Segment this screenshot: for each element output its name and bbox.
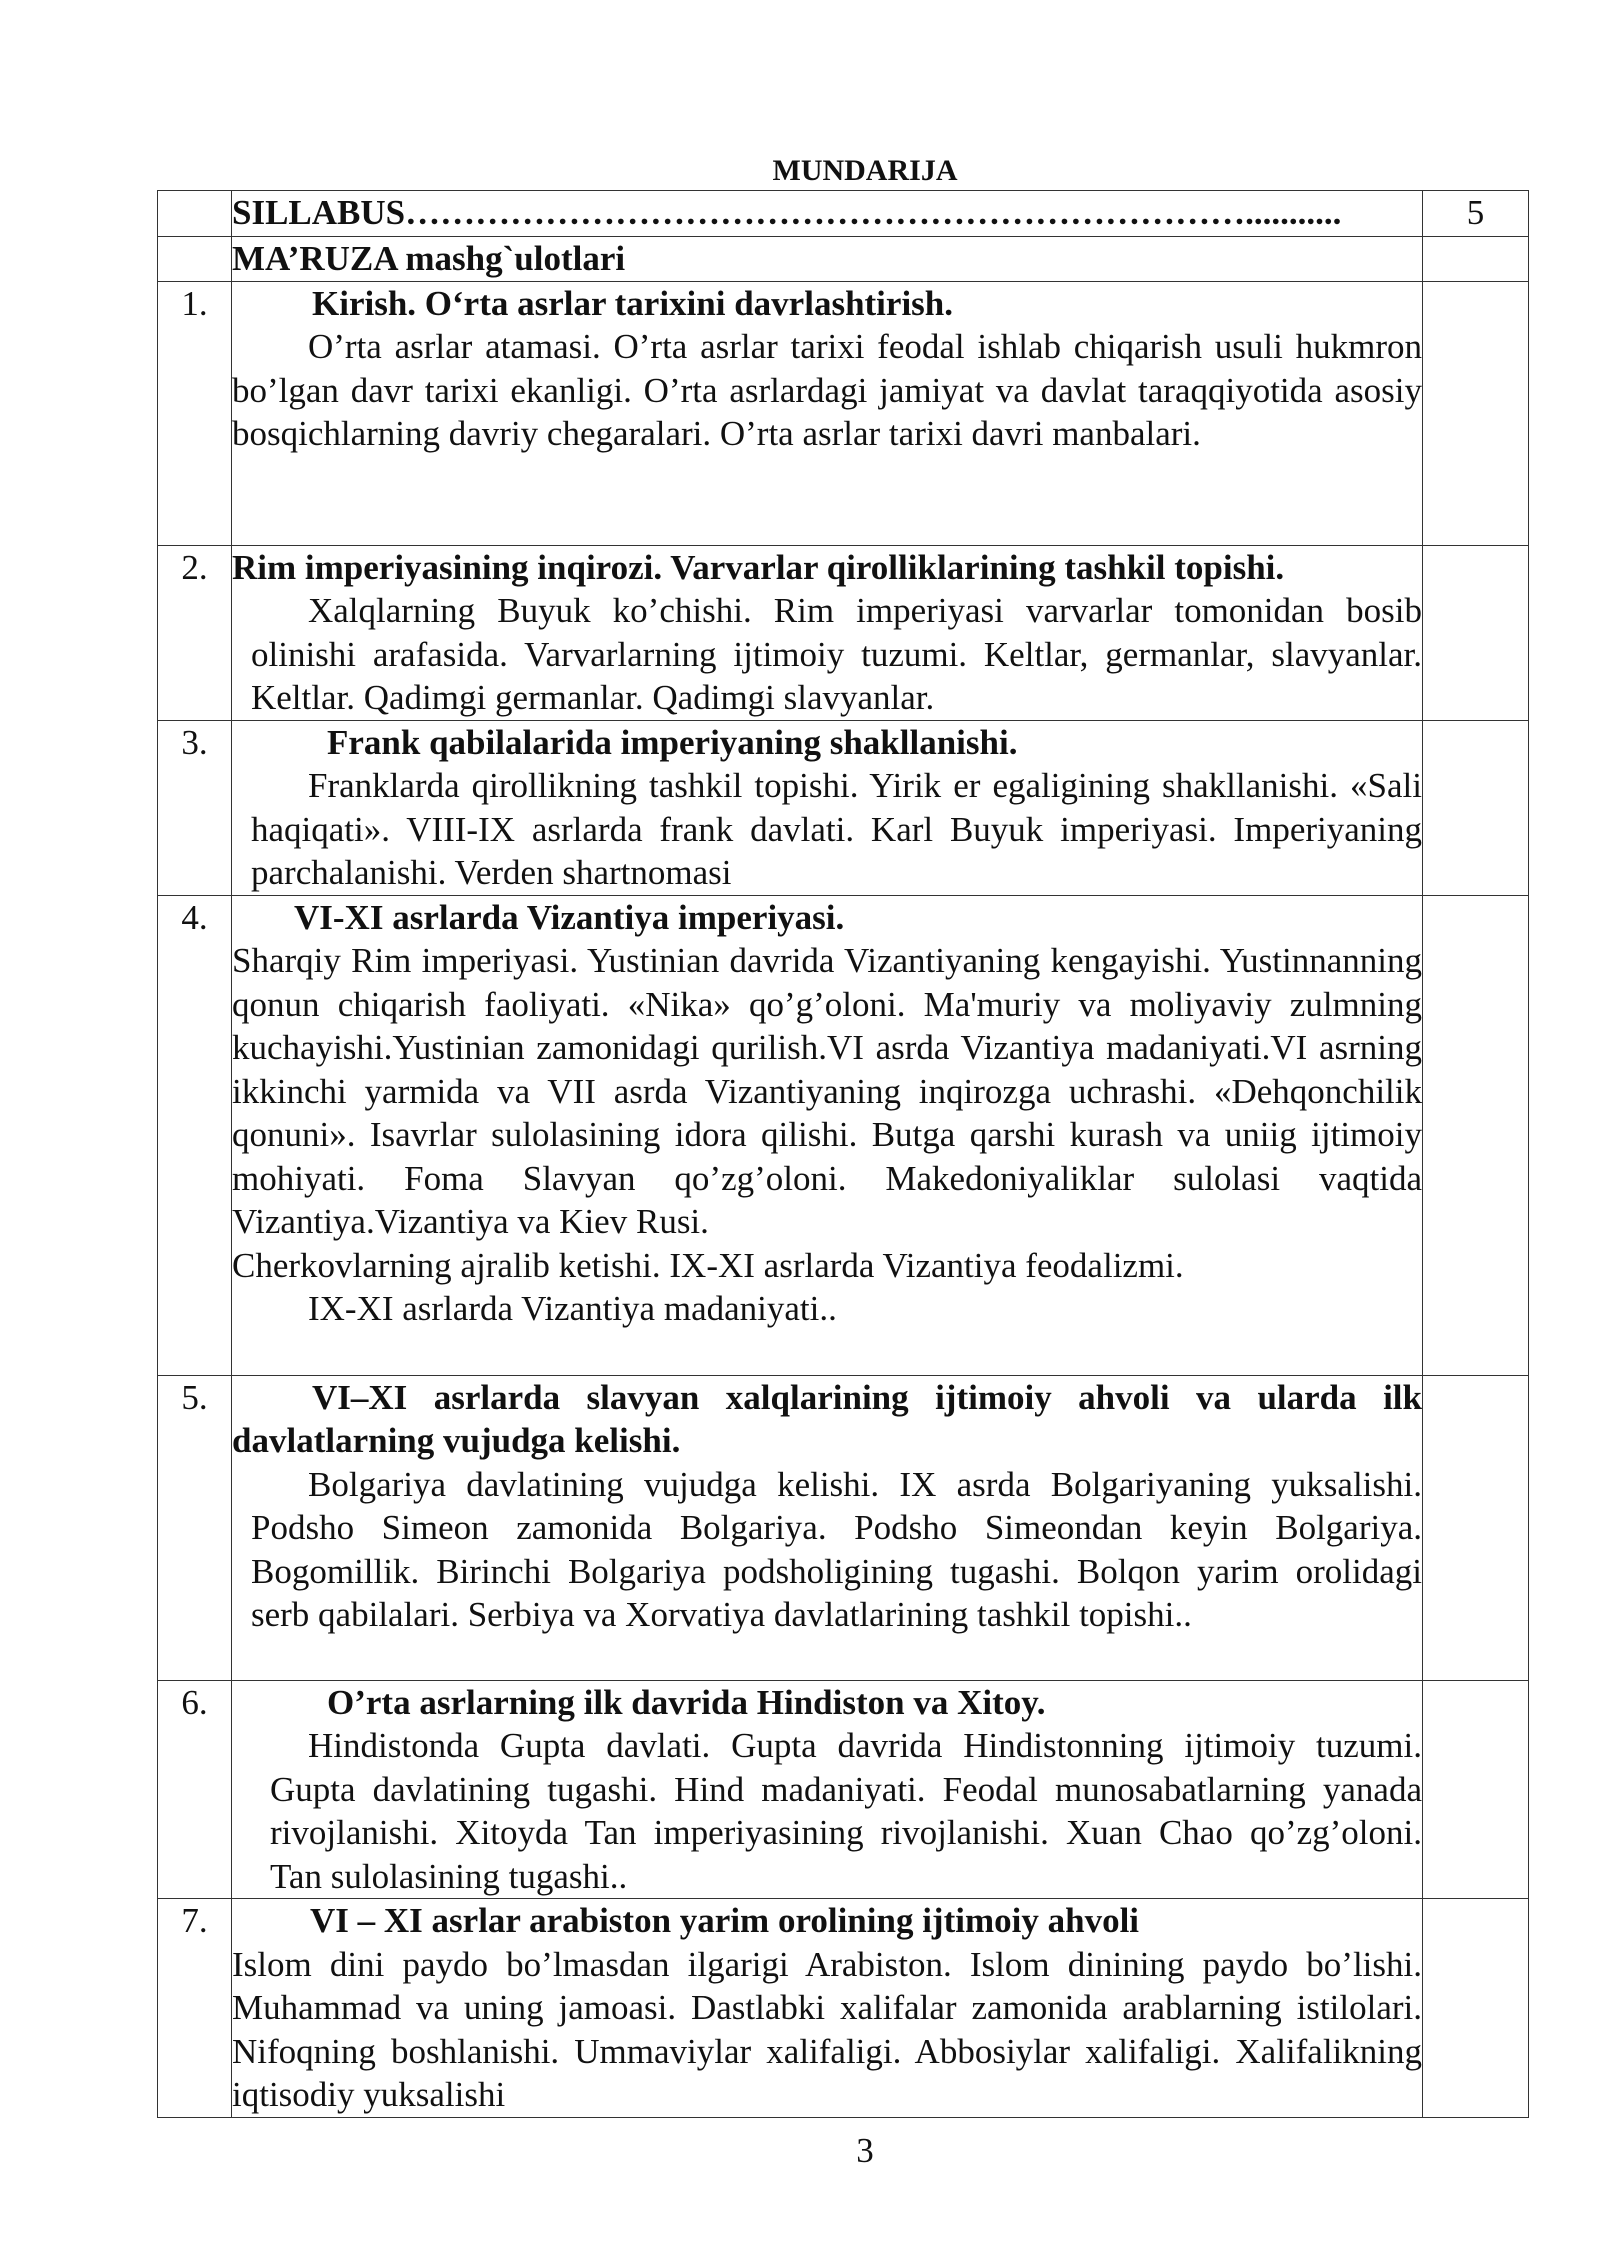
- toc-item-description-text: Franklarda qirollikning tashkil topishi. Yirik er egaligining shakllanishi. «Sali haqiqati». VIII-IX asrlarda frank davlati. Karl Buyuk imperiyasi. Imperiyaning parchalanishi. Verden shartnomasi: [251, 766, 1422, 892]
- toc-item-content: [232, 720, 1423, 895]
- toc-item-description-extra: IX-XI asrlarda Vizantiya madaniyati..: [308, 1289, 837, 1328]
- toc-item-title[interactable]: VI – XI asrlar arabiston yarim orolining ijtimoiy ahvoli: [310, 1901, 1140, 1940]
- toc-row-1: [158, 281, 1529, 545]
- toc-item-description-text: Bolgariya davlatining vujudga kelishi. IX asrda Bolgariyaning yuksalishi. Podsho Simeon zamonida Bolgariya. Podsho Simeondan keyin Bolgariya. Bogomillik. Birinchi Bolgariya podsholigining tugashi. Bolqon yarim orolidagi serb qabilalari. Serbiya va Xorvatiya davlatlarining tashkil topishi..: [251, 1464, 1422, 1634]
- toc-item-content: [232, 545, 1423, 720]
- toc-item-title[interactable]: O’rta asrlarning ilk davrida Hindiston va Xitoy.: [327, 1682, 1046, 1722]
- toc-row-5: [158, 1375, 1529, 1680]
- toc-page-number: 5: [1423, 191, 1529, 237]
- toc-item-description: [232, 325, 1422, 456]
- toc-page-number: [1423, 1899, 1529, 2118]
- toc-item-title[interactable]: Frank qabilalarida imperiyaning shakllanishi.: [327, 722, 1018, 762]
- toc-item-title[interactable]: [232, 1376, 1422, 1463]
- toc-section-heading: MA’RUZA mashg`ulotlari: [232, 237, 1423, 282]
- toc-page-number: [1423, 281, 1529, 545]
- toc-page-number: [1423, 1375, 1529, 1680]
- toc-item-number: 4.: [158, 895, 232, 1375]
- toc-row-6: [158, 1680, 1529, 1899]
- toc-item-title[interactable]: Kirish. O‘rta asrlar tarixini davrlashtirish.: [312, 283, 954, 323]
- toc-page-number: [1423, 237, 1529, 282]
- toc-item-number: 2.: [158, 545, 232, 720]
- toc-item-title-text: VI–XI asrlarda slavyan xalqlarining ijtimoiy ahvoli va ularda ilk davlatlarning vujudga kelishi.: [232, 1377, 1422, 1460]
- toc-item-description: Sharqiy Rim imperiyasi. Yustinian davrida Vizantiyaning kengayishi. Yustinnanning qonun chiqarish faoliyati. «Nika» qo’g’oloni. Ma'muriy va moliyaviy zulmning kuchayishi.Yustinian zamonidagi qurilish.VI asrda Vizantiya madaniyati.VI asrning ikkinchi yarmida va VII asrda Vizantiyaning inqirozga uchrashi. «Dehqonchilik qonuni». Isavrlar sulolasining idora qilishi. Butga qarshi kurash va uniig ijtimoiy mohiyati. Foma Slavyan qo’zg’oloni. Makedoniyaliklar sulolasi vaqtida Vizantiya.Vizantiya va Kiev Rusi.: [232, 941, 1422, 1241]
- table-of-contents: [157, 190, 1529, 2118]
- toc-row-7: [158, 1899, 1529, 2118]
- toc-item-description-text: Xalqlarning Buyuk ko’chishi. Rim imperiyasi varvarlar tomonidan bosib olinishi arafasida. Varvarlarning ijtimoiy tuzumi. Keltlar, germanlar, slavyanlar. Keltlar. Qadimgi germanlar. Qadimgi slavyanlar.: [251, 591, 1422, 717]
- page-title: MUNDARIJA: [772, 154, 958, 187]
- toc-item-content: [232, 1375, 1423, 1680]
- toc-item-content: [232, 1899, 1423, 2118]
- toc-row-3: [158, 720, 1529, 895]
- toc-item-description: [270, 1724, 1422, 1898]
- toc-item-content: [232, 1680, 1423, 1899]
- toc-row-4: [158, 895, 1529, 1375]
- page-number: 3: [856, 2131, 874, 2170]
- toc-item-description: [251, 589, 1422, 720]
- toc-page-number: [1423, 720, 1529, 895]
- toc-item-title[interactable]: VI-XI asrlarda Vizantiya imperiyasi.: [294, 897, 845, 937]
- toc-item-description: [251, 764, 1422, 895]
- toc-item-description-extra: Cherkovlarning ajralib ketishi. IX-XI asrlarda Vizantiya feodalizmi.: [232, 1245, 1184, 1285]
- toc-item-description-text: Hindistonda Gupta davlati. Gupta davrida Hindistonning ijtimoiy tuzumi. Gupta davlatining tugashi. Hind madaniyati. Feodal munosabatlarning yanada rivojlanishi. Xitoyda Tan imperiyasining rivojlanishi. Xuan Chao qo’zg’oloni. Tan sulolasining tugashi..: [270, 1726, 1422, 1896]
- toc-row-sillabus: [158, 191, 1529, 237]
- toc-item-description-text: O’rta asrlar atamasi. O’rta asrlar tarixi feodal ishlab chiqarish usuli hukmron bo’lgan davr tarixi ekanligi. O’rta asrlardagi jamiyat va davlat taraqqiyotida asosiy bosqichlarning davriy chegaralari. O’rta asrlar tarixi davri manbalari.: [232, 327, 1422, 453]
- toc-item-number: 6.: [158, 1680, 232, 1899]
- toc-item-description: [251, 1463, 1422, 1637]
- toc-item-number: 5.: [158, 1375, 232, 1680]
- toc-entry-sillabus[interactable]: SILLABUS………………………………………………………………...........: [232, 191, 1423, 237]
- toc-page-number: [1423, 1680, 1529, 1899]
- toc-item-content: [232, 895, 1423, 1375]
- toc-item-content: [232, 281, 1423, 545]
- toc-page-number: [1423, 545, 1529, 720]
- toc-page-number: [1423, 895, 1529, 1375]
- toc-row-2: [158, 545, 1529, 720]
- toc-item-title[interactable]: Rim imperiyasining inqirozi. Varvarlar qirolliklarining tashkil topishi.: [232, 547, 1285, 587]
- toc-row-section: [158, 237, 1529, 282]
- toc-item-description: Islom dini paydo bo’lmasdan ilgarigi Arabiston. Islom dinining paydo bo’lishi. Muhammad va uning jamoasi. Dastlabki xalifalar zamonida arablarning istilolari. Nifoqning boshlanishi. Ummaviylar xalifaligi. Abbosiylar xalifaligi. Xalifalikning iqtisodiy yuksalishi: [232, 1944, 1422, 2114]
- toc-item-number: 3.: [158, 720, 232, 895]
- toc-item-number: 7.: [158, 1899, 232, 2118]
- toc-number-cell: [158, 191, 232, 237]
- toc-number-cell: [158, 237, 232, 282]
- toc-item-number: 1.: [158, 281, 232, 545]
